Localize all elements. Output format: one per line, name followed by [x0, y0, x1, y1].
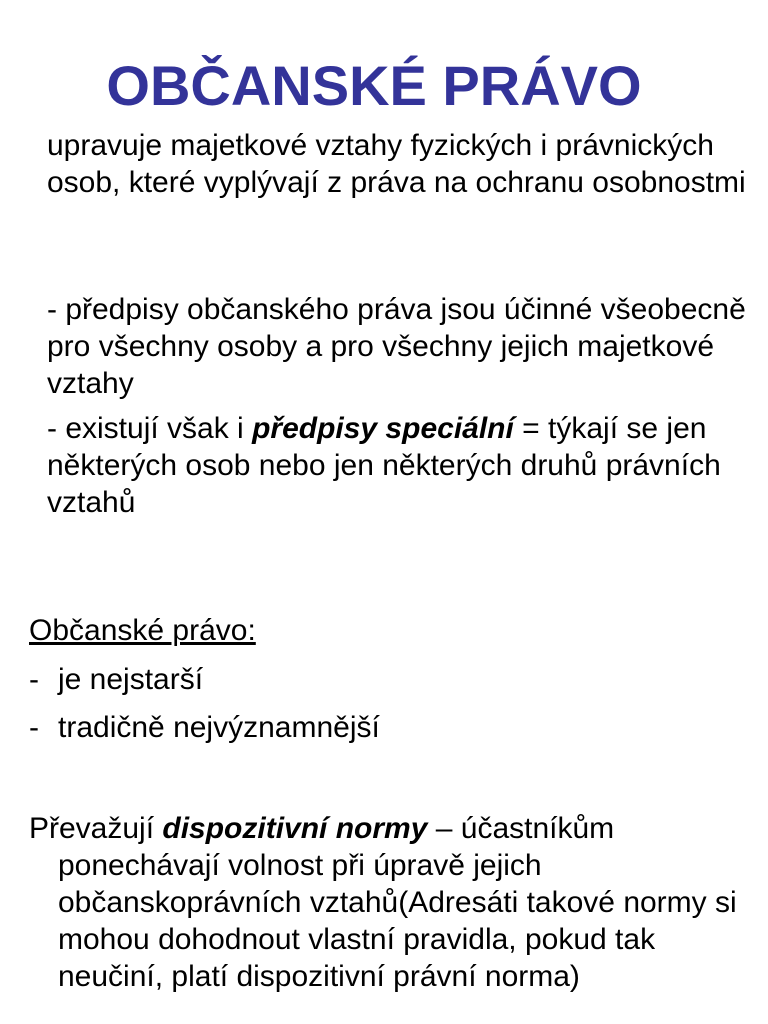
list-dash: -: [29, 663, 39, 696]
section-heading: Občanské právo:: [29, 614, 256, 647]
point-special-rules: [47, 410, 747, 521]
point-special-rules-emphasis: předpisy speciální: [252, 412, 514, 445]
dispositive-norms-emphasis: dispozitivní normy: [162, 812, 428, 845]
list-item-label: tradičně nejvýznamnější: [58, 711, 380, 744]
list-dash: -: [29, 711, 39, 744]
point-special-rules-text-after: = týkají se jen některých osob nebo jen některých druhů právních vztahů: [47, 412, 721, 519]
list-item: [29, 661, 380, 709]
list-item: [29, 709, 380, 757]
dispositive-norms-paragraph: [29, 810, 738, 995]
dispositive-norms-text-before: Převažují: [29, 812, 163, 845]
list-item-label: je nejstarší: [58, 663, 204, 696]
point-special-rules-text-before: - existují však i: [47, 412, 253, 445]
characteristics-list: [29, 661, 380, 757]
page-title: OBČANSKÉ PRÁVO: [106, 54, 642, 117]
dispositive-norms-text-after: – účastníkům ponechávají volnost při úpravě jejich občanskoprávních vztahů(Adresáti takové normy si mohou dohodnout vlastní pravidla, pokud tak neučiní, platí dispozitivní právní norma): [58, 812, 737, 993]
intro-paragraph: upravuje majetkové vztahy fyzických i právnických osob, které vyplývají z práva na ochranu osobnostmi: [47, 129, 746, 199]
point-general-rules: - předpisy občanského práva jsou účinné všeobecně pro všechny osoby a pro všechny jejich majetkové vztahy: [47, 293, 746, 400]
